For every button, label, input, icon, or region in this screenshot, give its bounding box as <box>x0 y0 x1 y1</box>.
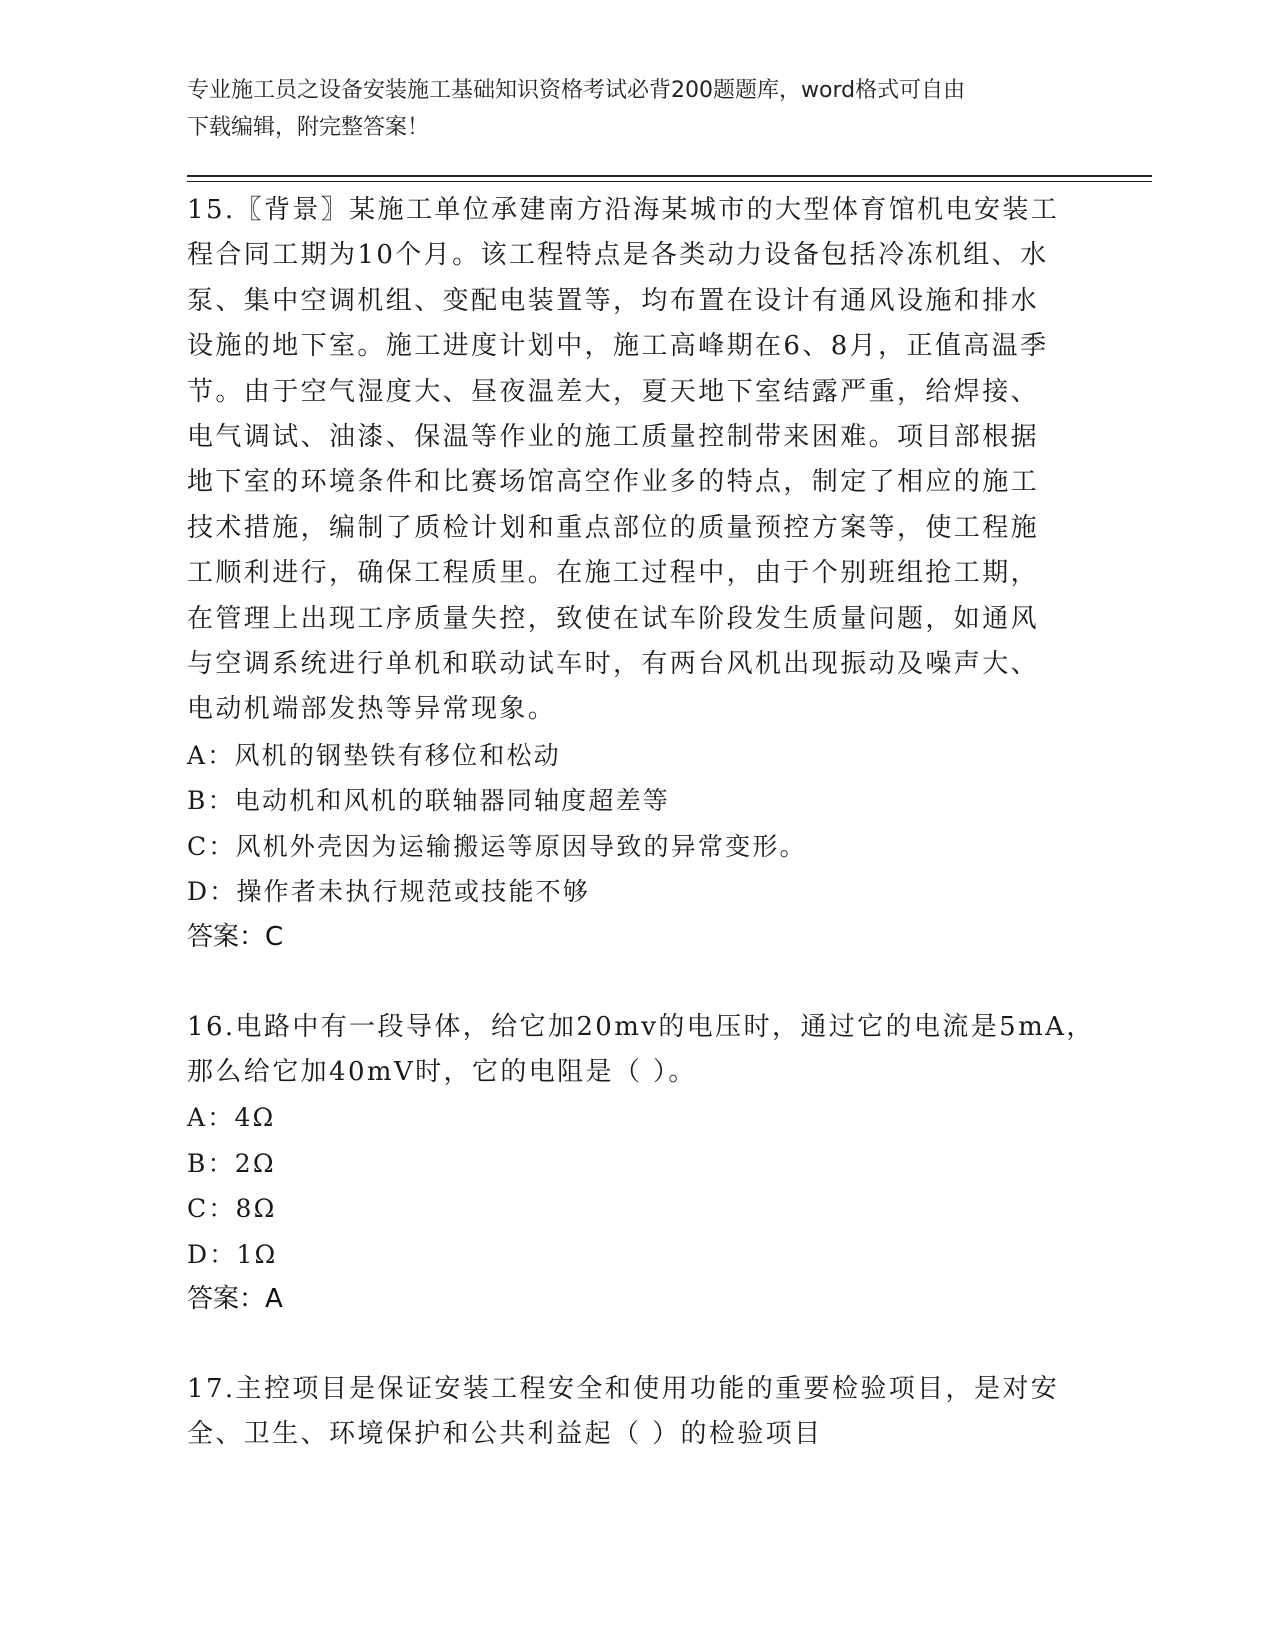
question-text-line: 15.〖背景〗某施工单位承建南方沿海某城市的大型体育馆机电安装工 <box>187 195 1060 225</box>
answer-label: 答案：A <box>187 1283 283 1314</box>
question-text-line: 程合同工期为10个月。该工程特点是各类动力设备包括冷冻机组、水 <box>187 240 1049 271</box>
question-15 <box>187 188 1087 960</box>
question-text-line: 在管理上出现工序质量失控，致使在试车阶段发生质量问题，如通风 <box>187 603 1040 634</box>
option-d: D：操作者未执行规范或技能不够 <box>187 877 591 907</box>
question-16 <box>187 1005 1095 1322</box>
document-header <box>187 72 1067 146</box>
header-divider-thin <box>187 181 1152 182</box>
question-spacer <box>187 1322 1087 1367</box>
header-title-line-1: 专业施工员之设备安装施工基础知识资格考试必背200题题库，word格式可自由 <box>187 78 966 103</box>
question-17 <box>187 1367 1087 1458</box>
question-text-line: 工顺利进行，确保工程质里。在施工过程中，由于个别班组抢工期， <box>187 558 1040 589</box>
question-text-line: 那么给它加40mV时，它的电阻是（ ）。 <box>187 1056 697 1087</box>
option-a: A：4Ω <box>187 1103 276 1133</box>
option-d: D：1Ω <box>187 1239 278 1269</box>
question-text-line: 电动机端部发热等异常现象。 <box>187 694 557 725</box>
answer-label: 答案：C <box>187 921 284 952</box>
question-text-line: 技术措施，编制了质检计划和重点部位的质量预控方案等，使工程施 <box>187 512 1040 543</box>
question-text-line: 17.主控项目是保证安装工程安全和使用功能的重要检验项目，是对安 <box>187 1373 1060 1404</box>
question-text-line: 节。由于空气湿度大、昼夜温差大，夏天地下室结露严重，给焊接、 <box>187 376 1040 407</box>
question-text-line: 地下室的环境条件和比赛场馆高空作业多的特点，制定了相应的施工 <box>187 467 1040 498</box>
question-text-line: 泵、集中空调机组、变配电装置等，均布置在设计有通风设施和排水 <box>187 285 1040 316</box>
question-text-line: 电气调试、油漆、保温等作业的施工质量控制带来困难。项目部根据 <box>187 422 1040 453</box>
question-text-line: 设施的地下室。施工进度计划中，施工高峰期在6、8月，正值高温季 <box>187 331 1049 362</box>
question-list <box>187 188 1095 1458</box>
option-b: B：2Ω <box>187 1148 276 1178</box>
question-text-line: 16.电路中有一段导体，给它加20mv的电压时，通过它的电流是5mA， <box>187 1011 1095 1042</box>
header-title-line-2: 下载编辑，附完整答案！ <box>187 115 430 140</box>
question-text-line: 全、卫生、环境保护和公共利益起（ ）的检验项目 <box>187 1419 823 1450</box>
header-divider-thick <box>187 175 1152 177</box>
question-text-line: 与空调系统进行单机和联动试车时，有两台风机出现振动及噪声大、 <box>187 649 1040 680</box>
option-b: B：电动机和风机的联轴器同轴度超差等 <box>187 786 670 816</box>
question-spacer <box>187 960 1087 1005</box>
option-c: C：风机外壳因为运输搬运等原因导致的异常变形。 <box>187 831 807 861</box>
option-c: C：8Ω <box>187 1194 277 1224</box>
option-a: A：风机的钢垫铁有移位和松动 <box>187 740 561 770</box>
